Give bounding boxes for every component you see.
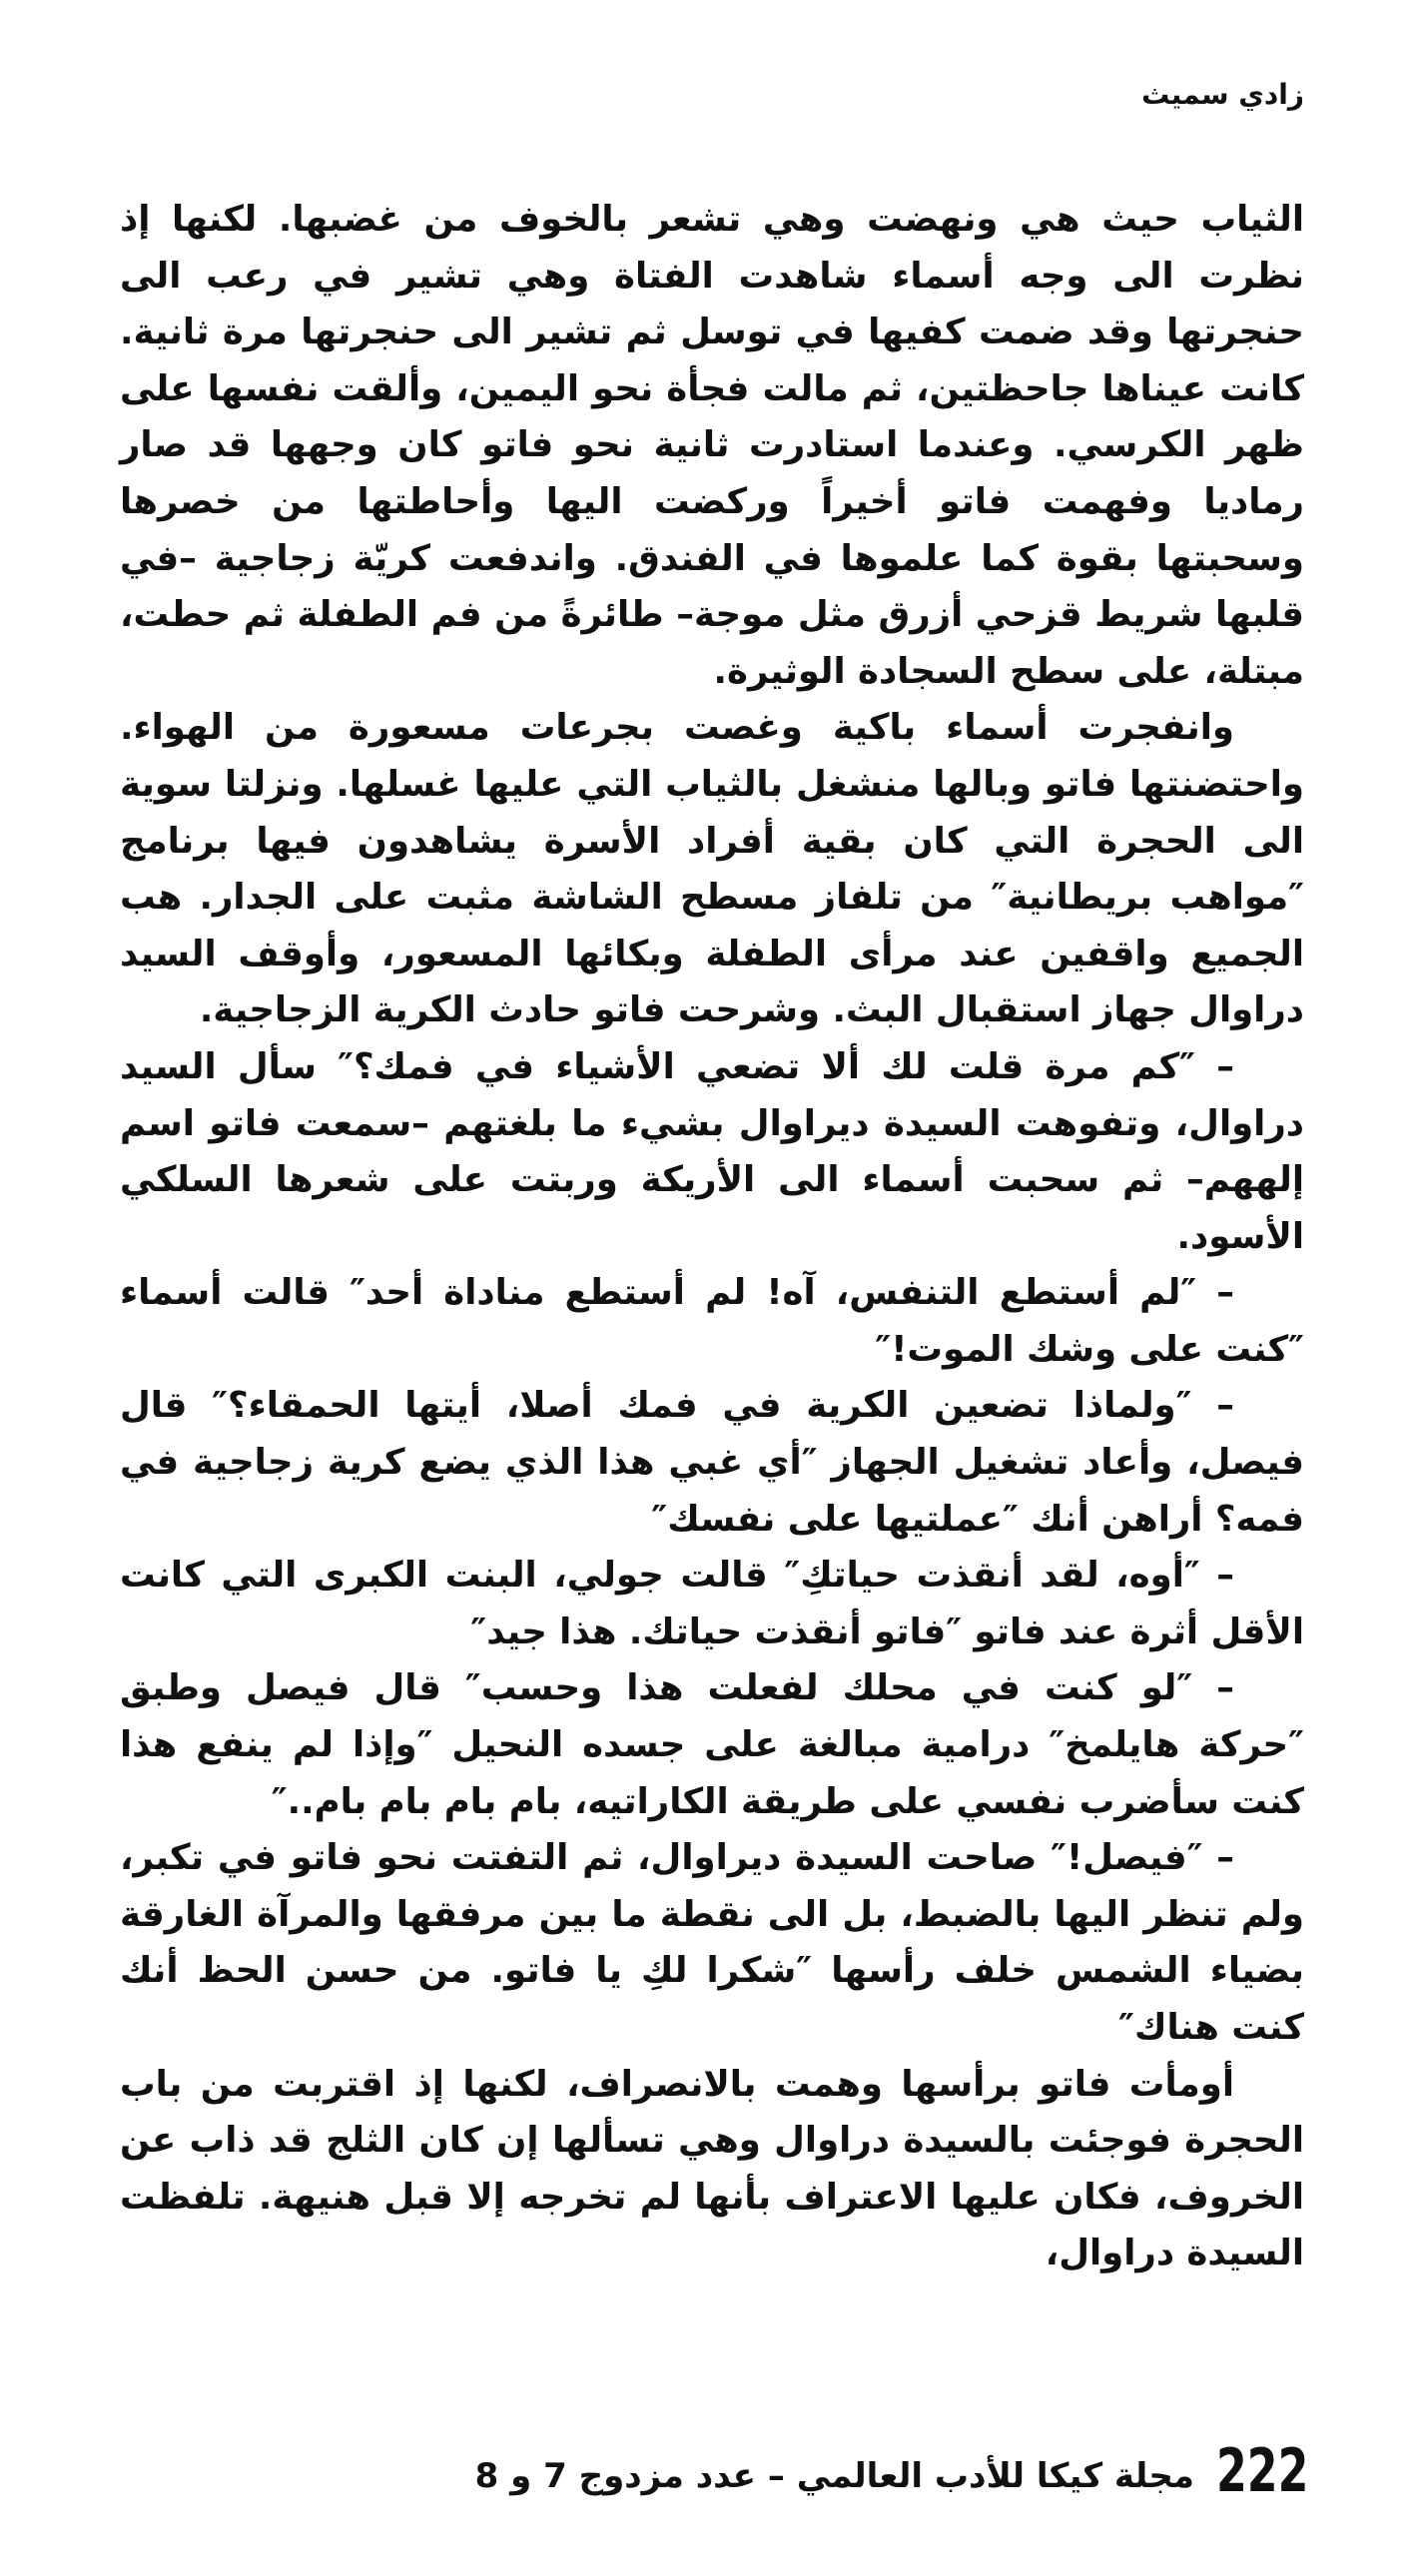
paragraph-8: – ″فيصل!″ صاحت السيدة ديراوال، ثم التفتت نحو فاتو في تكبر، ولم تنظر اليها بالضبط، بل الى نقطة ما بين مرفقها والمرآة الغارقة بضياء الشمس خلف رأسها ″شكرا لكِ يا فاتو. من حسن الحظ أنك كنت هناك″ [120, 1837, 1304, 2048]
page-number: 222 [1216, 2436, 1309, 2506]
paragraph-2: وانفجرت أسماء باكية وغصت بجرعات مسعورة من الهواء. واحتضنتها فاتو وبالها منشغل بالثياب التي عليها غسلها. ونزلتا سوية الى الحجرة التي كان بقية أفراد الأسرة يشاهدون فيها برنامج ″مواهب بريطانية″ من تلفاز مسطح الشاشة مثبت على الجدار. هب الجميع واقفين عند مرأى الطفلة وبكائها المسعور، وأوقف السيد دراوال جهاز استقبال البث. وشرحت فاتو حادث الكرية الزجاجية. [120, 707, 1304, 1031]
paragraph-3: – ″كم مرة قلت لك ألا تضعي الأشياء في فمك؟″ سأل السيد دراوال، وتفوهت السيدة ديراوال بشيء ما بلغتهم –سمعت فاتو اسم إلههم– ثم سحبت أسماء الى الأريكة وربتت على شعرها السلكي الأسود. [120, 1045, 1304, 1257]
page-footer [0, 2436, 1422, 2526]
paragraph-1: الثياب حيث هي ونهضت وهي تشعر بالخوف من غضبها. لكنها إذ نظرت الى وجه أسماء شاهدت الفتاة وهي تشير في رعب الى حنجرتها وقد ضمت كفيها في توسل ثم تشير الى حنجرتها مرة ثانية. كانت عيناها جاحظتين، ثم مالت فجأة نحو اليمين، وألقت نفسها على ظهر الكرسي. وعندما استادرت ثانية نحو فاتو كان وجهها قد صار رماديا وفهمت فاتو أخيراً وركضت اليها وأحاطتها من خصرها وسحبتها بقوة كما علموها في الفندق. واندفعت كريّة زجاجية –في قلبها شريط قزحي أزرق مثل موجة– طائرةً من فم الطفلة ثم حطت، مبتلة، على سطح السجادة الوثيرة. [120, 199, 1304, 692]
paragraph-9: أومأت فاتو برأسها وهمت بالانصراف، لكنها إذ اقتربت من باب الحجرة فوجئت بالسيدة دراوال وهي تسألها إن كان الثلج قد ذاب عن الخروف، فكان عليها الاعتراف بأنها لم تخرجه إلا قبل هنيهة. تلفظت السيدة دراوال، [120, 2063, 1304, 2274]
paragraph-4: – ″لم أستطع التنفس، آه! لم أستطع مناداة أحد″ قالت أسماء ″كنت على وشك الموت!″ [120, 1272, 1304, 1370]
journal-title: مجلة كيكا للأدب العالمي – عدد مزدوج 7 و 8 [474, 2456, 1194, 2496]
paragraph-7: – ″لو كنت في محلك لفعلت هذا وحسب″ قال فيصل وطبق ″حركة هايلمخ″ درامية مبالغة على جسده النحيل ″وإذا لم ينفع هذا كنت سأضرب نفسي على طريقة الكاراتيه، بام بام بام بام..″ [120, 1667, 1304, 1822]
running-header-author: زادي سميث [1141, 78, 1304, 111]
body-text [120, 192, 1304, 2282]
paragraph-6: – ″أوه، لقد أنقذت حياتكِ″ قالت جولي، البنت الكبرى التي كانت الأقل أثرة عند فاتو ″فاتو أنقذت حياتك. هذا جيد″ [120, 1555, 1304, 1652]
paragraph-5: – ″ولماذا تضعين الكرية في فمك أصلا، أيتها الحمقاء؟″ قال فيصل، وأعاد تشغيل الجهاز ″أي غبي هذا الذي يضع كرية زجاجية في فمه؟ أراهن أنك ″عملتيها على نفسك″ [120, 1385, 1304, 1540]
